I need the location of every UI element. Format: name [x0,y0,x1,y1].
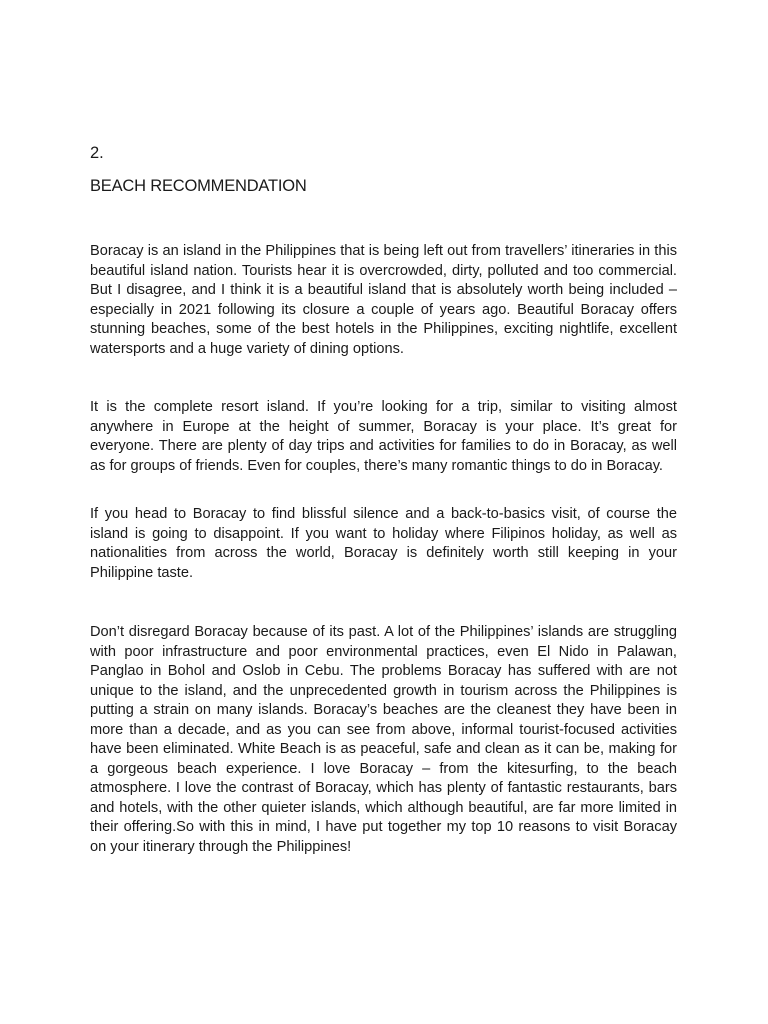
paragraph-expectations: If you head to Boracay to find blissful silence and a back-to-basics visit, of course the island is going to disappoint. If you want to holiday where Filipinos holiday, as well as nationalities from across the world, Boracay is definitely worth still keeping in your Philippine taste. [90,506,677,581]
section-title: BEACH RECOMMENDATION [90,177,307,195]
paragraph-intro: Boracay is an island in the Philippines that is being left out from travellers’ itineraries in this beautiful island nation. Tourists hear it is overcrowded, dirty, polluted and too commercial. But I disagree, and I think it is a beautiful island that is absolutely worth being included – especially in 2021 following its closure a couple of years ago. Beautiful Boracay offers stunning beaches, some of the best hotels in the Philippines, exciting nightlife, excellent watersports and a huge variety of dining options. [90,243,677,357]
paragraph-resort-island: It is the complete resort island. If you’re looking for a trip, similar to visiting almost anywhere in Europe at the height of summer, Boracay is your place. It’s great for everyone. There are plenty of day trips and activities for families to do in Boracay, as well as for groups of friends. Even for couples, there’s many romantic things to do in Boracay. [90,399,677,474]
section-number: 2. [90,144,104,162]
paragraph-past: Don’t disregard Boracay because of its past. A lot of the Philippines’ islands are struggling with poor infrastructure and poor environmental practices, even El Nido in Palawan, Panglao in Bohol and Oslob in Cebu. The problems Boracay has suffered with are not unique to the island, and the unprecedented growth in tourism across the Philippines is putting a strain on many islands. Boracay’s beaches are the cleanest they have been in more than a decade, and as you can see from above, informal tourist-focused activities have been eliminated. White Beach is as peaceful, safe and clean as it can be, making for a gorgeous beach experience. I love Boracay – from the kitesurfing, to the beach atmosphere. I love the contrast of Boracay, which has plenty of fantastic restaurants, bars and hotels, with the other quieter islands, which although beautiful, are far more limited in their offering.So with this in mind, I have put together my top 10 reasons to visit Boracay on your itinerary through the Philippines! [90,624,677,855]
